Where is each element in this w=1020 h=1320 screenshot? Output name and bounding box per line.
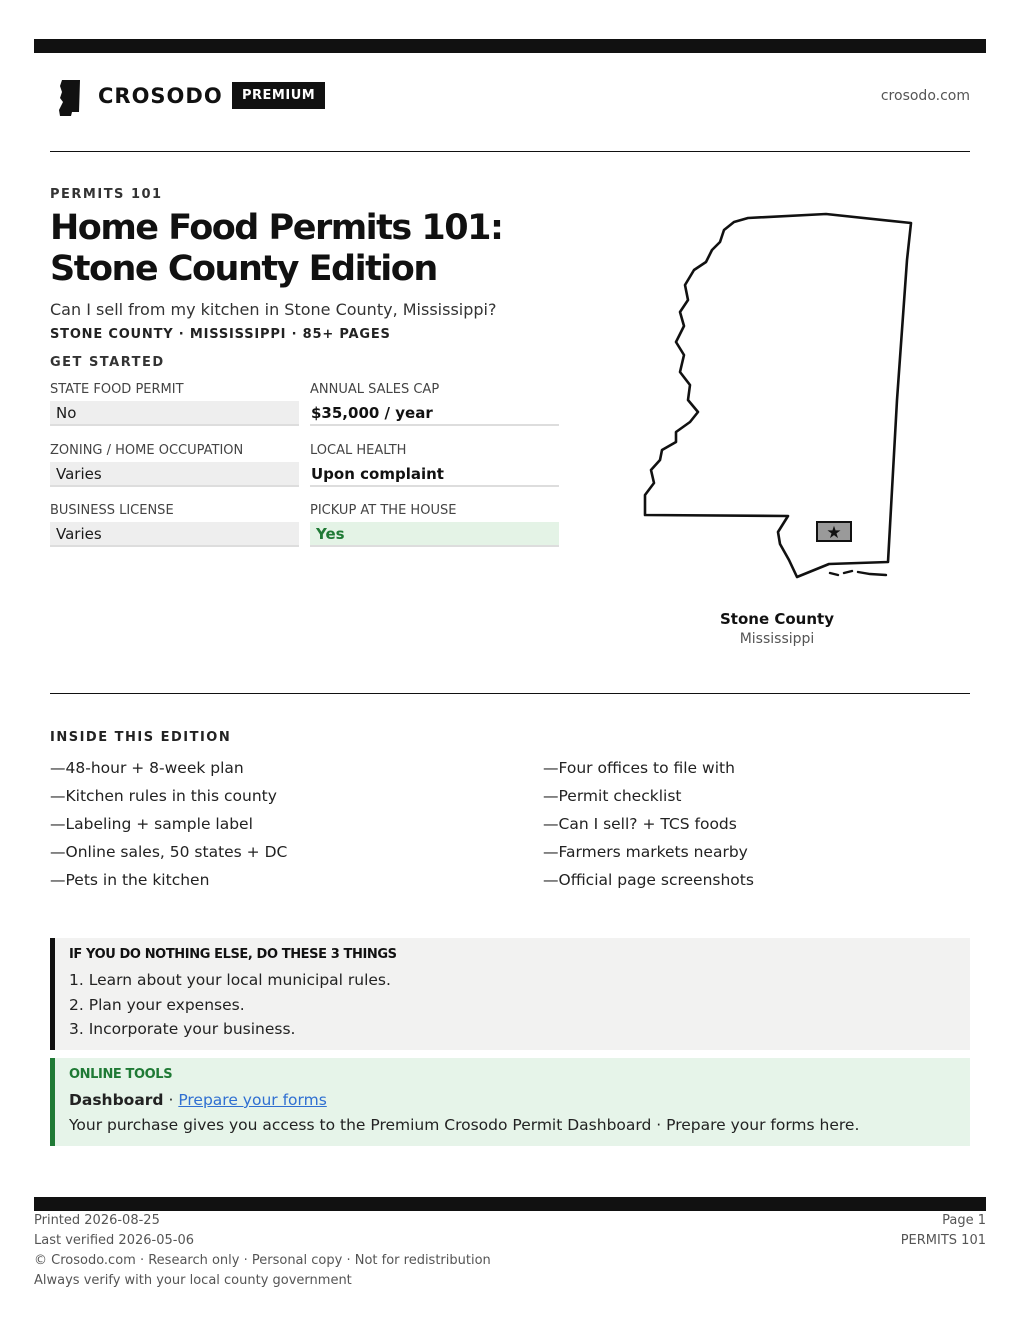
fact-label: ZONING / HOME OCCUPATION	[50, 443, 244, 458]
site-url[interactable]: crosodo.com	[880, 88, 970, 104]
contents-item: —Online sales, 50 states + DC	[50, 843, 288, 861]
callout-title: IF YOU DO NOTHING ELSE, DO THESE 3 THINGS	[69, 947, 397, 962]
bottom-rule-bar	[34, 1197, 986, 1211]
contents-item: —Kitchen rules in this county	[50, 787, 277, 805]
inside-edition-heading: INSIDE THIS EDITION	[50, 730, 232, 745]
section-divider	[50, 693, 970, 694]
fact-zoning	[50, 443, 299, 487]
verified-date: Last verified 2026-05-06	[34, 1233, 194, 1248]
brand-logo[interactable]: CROSODO	[98, 84, 223, 108]
footer-left	[34, 1211, 491, 1291]
page-number: Page 1	[942, 1213, 986, 1228]
todo-item: 1. Learn about your local municipal rules.	[69, 971, 391, 989]
footer-section: PERMITS 101	[900, 1233, 986, 1248]
contents-item: —Four offices to file with	[543, 759, 735, 777]
contents-item: —Permit checklist	[543, 787, 682, 805]
fact-value: Varies	[50, 522, 299, 547]
section-kicker: PERMITS 101	[50, 187, 163, 202]
header	[50, 76, 970, 120]
page-subtitle: Can I sell from my kitchen in Stone County, Mississippi?	[50, 300, 497, 319]
fact-label: STATE FOOD PERMIT	[50, 382, 184, 397]
contents-list-right	[543, 758, 754, 898]
premium-badge: PREMIUM	[232, 82, 325, 109]
edition-meta: STONE COUNTY · MISSISSIPPI · 85+ PAGES	[50, 327, 391, 342]
star-icon: ★	[826, 523, 842, 543]
map-county-label: Stone County	[720, 610, 834, 628]
contents-item: —Farmers markets nearby	[543, 843, 748, 861]
todo-item: 3. Incorporate your business.	[69, 1020, 296, 1038]
tools-description: Your purchase gives you access to the Premium Crosodo Permit Dashboard · Prepare your forms here.	[69, 1115, 860, 1134]
mississippi-state-icon	[58, 80, 82, 116]
verify-note: Always verify with your local county government	[34, 1273, 352, 1288]
separator: ·	[163, 1091, 179, 1109]
footer-right	[901, 1211, 986, 1251]
fact-label: ANNUAL SALES CAP	[310, 382, 440, 397]
fact-state-food-permit	[50, 382, 299, 426]
dashboard-label: Dashboard	[69, 1091, 164, 1109]
fact-value: Yes	[310, 522, 559, 547]
todo-item: 2. Plan your expenses.	[69, 995, 245, 1014]
fact-annual-sales-cap	[310, 382, 559, 426]
contents-list-left	[50, 758, 287, 898]
contents-item: —Can I sell? + TCS foods	[543, 815, 737, 833]
fact-local-health	[310, 443, 559, 487]
fact-value: $35,000 / year	[310, 401, 559, 426]
fact-label: BUSINESS LICENSE	[50, 503, 174, 518]
fact-value: Varies	[50, 462, 299, 487]
callout-title: ONLINE TOOLS	[69, 1067, 173, 1082]
fact-label: LOCAL HEALTH	[310, 443, 407, 458]
three-things-callout	[50, 938, 970, 1050]
online-tools-callout	[50, 1058, 970, 1146]
page-title: Home Food Permits 101: Stone County Edition	[50, 208, 503, 289]
contents-item: —Labeling + sample label	[50, 815, 253, 833]
contents-item: —Official page screenshots	[543, 871, 754, 889]
fact-label: PICKUP AT THE HOUSE	[310, 503, 457, 518]
mississippi-map	[640, 208, 920, 588]
get-started-heading: GET STARTED	[50, 355, 165, 370]
copyright-notice: © Crosodo.com · Research only · Personal copy · Not for redistribution	[34, 1253, 491, 1268]
prepare-forms-link[interactable]: Prepare your forms	[178, 1091, 327, 1109]
top-rule-bar	[34, 39, 986, 53]
printed-date: Printed 2026-08-25	[34, 1213, 160, 1228]
header-divider	[50, 151, 970, 152]
contents-item: —48-hour + 8-week plan	[50, 759, 244, 777]
fact-business-license	[50, 503, 299, 547]
contents-item: —Pets in the kitchen	[50, 871, 210, 889]
map-state-label: Mississippi	[739, 631, 815, 647]
fact-value: No	[50, 401, 299, 426]
fact-pickup-at-house	[310, 503, 559, 547]
tools-links-line	[69, 1088, 970, 1113]
fact-value: Upon complaint	[310, 462, 559, 487]
